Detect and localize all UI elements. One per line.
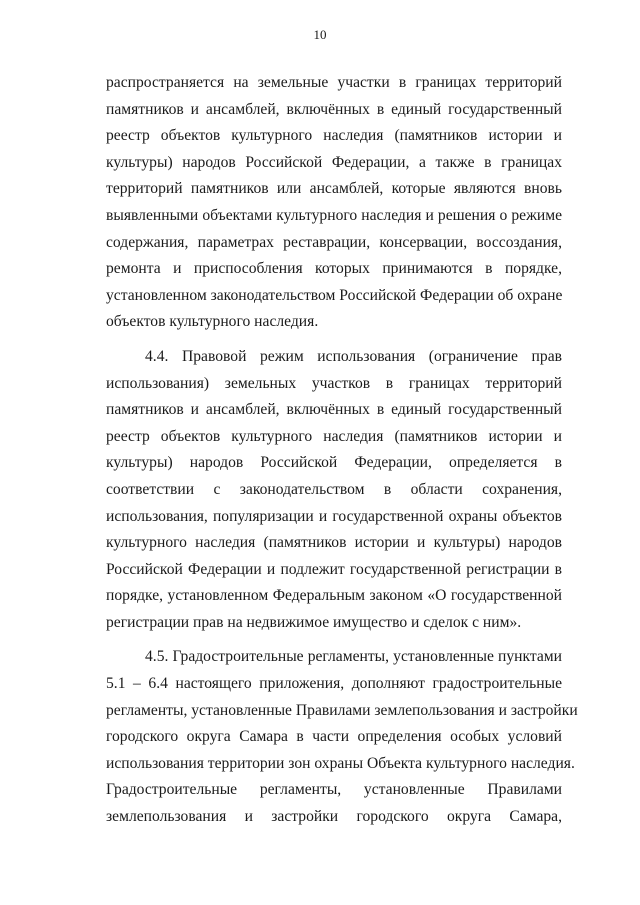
text-line: 5.1 – 6.4 настоящего приложения, дополняют градостроительные [106, 675, 562, 693]
text-line: памятников и ансамблей, включённых в единый государственный [106, 100, 562, 118]
text-line: использования, популяризации и государственной охраны объектов [106, 507, 562, 525]
text-line: регистрации прав на недвижимое имущество и сделок с ним». [106, 613, 522, 631]
text-line: землепользования и застройки городского округа Самара, [106, 808, 562, 826]
text-line: регламенты, установленные Правилами землепользования и застройки [106, 701, 578, 719]
paragraph-4-4 [106, 344, 562, 637]
text-line: городского округа Самара в части определения особых условий [106, 728, 562, 746]
text-line: памятников и ансамблей, включённых в единый государственный [106, 401, 562, 419]
text-line: 4.5. Градостроительные регламенты, установленные пунктами [145, 648, 562, 666]
text-line: культурного наследия (памятников истории и культуры) народов [106, 534, 562, 552]
document-body [106, 70, 578, 831]
paragraph-1 [106, 70, 562, 336]
text-line: установленном законодательством Российской Федерации об охране [106, 286, 563, 304]
text-line: реестр объектов культурного наследия (памятников истории и [106, 127, 562, 145]
text-line: 4.4. Правовой режим использования (ограничение прав [145, 347, 562, 365]
text-line: культуры) народов Российской Федерации, определяется в [106, 454, 562, 472]
text-line: культуры) народов Российской Федерации, а также в границах [106, 153, 562, 171]
text-line: использования территории зон охраны Объекта культурного наследия. [106, 754, 575, 772]
text-line: порядке, установленном Федеральным законом «О государственной [106, 587, 562, 605]
text-line: территорий памятников или ансамблей, которые являются вновь [106, 180, 562, 198]
paragraph-4-5 [106, 644, 578, 830]
text-line: выявленными объектами культурного наследия и решения о режиме [106, 206, 562, 224]
paragraph-gap [106, 636, 562, 644]
text-line: Градостроительные регламенты, установленные Правилами [106, 781, 562, 799]
paragraph-gap [106, 336, 562, 344]
text-line: использования) земельных участков в границах территорий [106, 374, 562, 392]
text-line: объектов культурного наследия. [106, 313, 319, 331]
text-line: распространяется на земельные участки в границах территорий [106, 74, 562, 91]
page-number: 10 [313, 27, 327, 42]
text-line: содержания, параметрах реставрации, консервации, воссоздания, [106, 233, 562, 251]
text-line: ремонта и приспособления которых принимаются в порядке, [106, 260, 562, 278]
text-line: реестр объектов культурного наследия (памятников истории и [106, 427, 562, 445]
text-line: соответствии с законодательством в области сохранения, [106, 480, 562, 498]
text-line: Российской Федерации и подлежит государственной регистрации в [106, 560, 562, 578]
